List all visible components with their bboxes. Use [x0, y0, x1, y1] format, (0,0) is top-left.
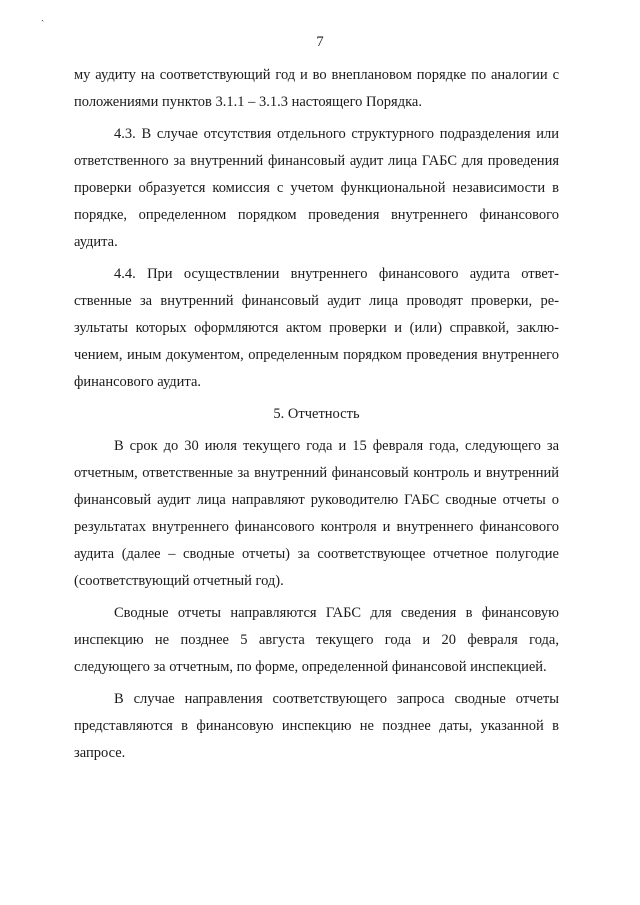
paragraph-reports-to-inspection: Сводные отчеты направляются ГАБС для сведения в финансовую инспекцию не позднее 5 августа текущего года и 20 февраля года, следующего за отчетным, по форме, определенной финансовой инспекцией. [74, 605, 559, 675]
section-heading-reporting: 5. Отчетность [273, 406, 360, 422]
paragraph-4-4: 4.4. При осуществлении внутреннего финансового аудита ответственные за внутренний финансовый аудит лица проводят проверки, результаты которых оформляются актом проверки и (или) справкой, заключением, иным документом, определенным порядком проведения внутреннего финансового аудита. [74, 266, 559, 390]
paragraph-on-request: В случае направления соответствующего запроса сводные отчеты представляются в финансовую инспекцию не позднее даты, указанной в запросе. [74, 691, 559, 761]
paragraph-4-3: 4.3. В случае отсутствия отдельного структурного подразделения или ответственного за внутренний финансовый аудит лица ГАБС для проведения проверки образуется комиссия с учетом функциональной независимости в порядке, определенном порядком проведения внутреннего финансового аудита. [74, 126, 559, 250]
scan-mark: ˎ [41, 11, 45, 22]
paragraph-reporting-deadlines: В срок до 30 июля текущего года и 15 февраля года, следующего за отчетным, ответственные за внутренний финансовый контроль и внутренний финансовый аудит лица направляют руководителю ГАБС сводные отчеты о результатах внутреннего финансового контроля и внутреннего финансового аудита (далее – сводные отчеты) за соответствующее отчетное полугодие (соответствующий отчетный год). [74, 438, 559, 589]
paragraph-continuation: му аудиту на соответствующий год и во внеплановом порядке по аналогии с положениями пунктов 3.1.1 – 3.1.3 настоящего Порядка. [74, 67, 559, 110]
document-body [74, 62, 559, 767]
page-number: 7 [316, 34, 324, 50]
